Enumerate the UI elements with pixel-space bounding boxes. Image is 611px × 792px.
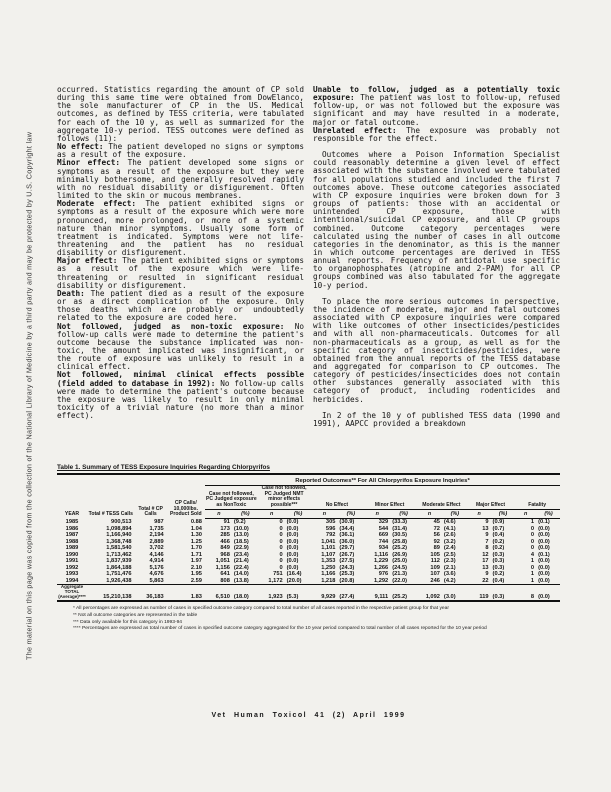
outcome-term: Not followed, judged as non-toxic exposure: [57, 321, 295, 331]
tess-exposure-table [57, 476, 560, 602]
n-cell: 1,051 [215, 558, 230, 565]
count-cell: 1.04 [190, 525, 202, 532]
count-cell: 5,863 [149, 577, 164, 584]
percent-cell: (3.2) [443, 538, 456, 545]
percent-cell: (26.9) [392, 551, 408, 558]
percent-cell: (26.7) [339, 551, 355, 558]
n-subheader: n [205, 510, 233, 519]
n-cell: 9 [485, 532, 489, 539]
outcome-column-header: Major Effect [467, 486, 515, 510]
count-cell: 1,926,438 [106, 577, 132, 584]
pct-subheader: (%) [391, 510, 416, 519]
aggregate-row [57, 585, 560, 601]
percent-cell: (16.4) [286, 571, 302, 578]
n-cell: 1,923 [258, 585, 286, 601]
count-cell: 900,513 [111, 519, 132, 525]
year-cell: 1989 [65, 545, 79, 552]
n-cell: 0 [279, 538, 283, 545]
n-cell: 596 [325, 525, 336, 532]
n-cell: 544 [378, 525, 389, 532]
year-cell: 1986 [65, 525, 79, 532]
outcome-term: No effect: [57, 142, 109, 152]
percent-cell: (0.0) [538, 532, 550, 539]
percent-cell: (4.2) [443, 577, 456, 584]
outcome-column-header: Case not followed, PC Judged NMT minor effects possible*** [258, 486, 311, 510]
year-cell: 1990 [65, 551, 79, 558]
left-paragraph: Not followed, judged as non-toxic exposure: No follow-up calls were made to determine the patient's outcome because the substance implicated was non-toxic, the amount implicated was insignificant, or the route of exposure was unlikely to result in a clinical effect. [57, 321, 304, 372]
percent-cell: (0.0) [538, 545, 550, 552]
footnote: **** Percentages are expressed as total number of cases in specified outcome category aggregated for the 10 year period compared to total number of all cases reported for the 10 year period [73, 626, 487, 632]
n-cell: 56 [433, 532, 440, 539]
outcome-term: Minor effect: [57, 158, 128, 168]
percent-cell: (2.3) [443, 558, 456, 565]
right-paragraph: Outcomes where a Poison Information Specialist could reasonably determine a given level of effect associated with the substance involved were tabulated for all populations studied and included the first 7 outcomes above. These outcome categories associated with CP exposure inquiries were broken down for 3 groups of patients: those with an accidental or unintended CP exposure, those with intentional/suicidal CP exposure, and all CP groups combined. Outcome category percentages were calculated using the number of cases in all outcome categories in the denominator, as this is the manner in which outcome percentages are derived in TESS annual reports. Frequency of antidotal use specific to organophosphates (atropine and 2-PAM) for all CP groups combined was also tabulated for the aggregate 10-y period. [313, 150, 560, 290]
table-1 [57, 464, 560, 633]
n-cell: 641 [220, 571, 230, 578]
pct-subheader: (%) [492, 510, 515, 519]
count-cell: 1,735 [149, 525, 164, 532]
count-cell: 4,914 [149, 558, 164, 565]
n-cell: 45 [433, 519, 440, 525]
percent-cell: (0.0) [286, 538, 299, 545]
n-cell: 4 [530, 551, 535, 558]
n-cell: 89 [433, 545, 440, 552]
count-cell: 1.83 [167, 585, 205, 601]
footnote: *** Data only available for this category in 1993-94 [73, 619, 183, 625]
percent-cell: (2.5) [443, 551, 456, 558]
percent-cell: (23.4) [233, 551, 249, 558]
percent-cell: (36.0) [339, 538, 355, 545]
pct-subheader: (%) [338, 510, 363, 519]
percent-cell: (30.5) [392, 532, 408, 539]
n-cell: 0 [530, 545, 535, 552]
percent-cell: (33.3) [392, 519, 408, 525]
count-cell: 1.70 [190, 545, 202, 552]
percent-cell: (0.0) [286, 545, 299, 552]
percent-cell: (0.3) [492, 551, 505, 558]
percent-cell: (0.3) [492, 585, 515, 601]
outcome-column-header: Fatality [514, 486, 560, 510]
n-cell: 8 [485, 545, 489, 552]
percent-cell: (9.2) [233, 519, 246, 525]
column-header: Total # TESS Calls [88, 511, 133, 517]
count-cell: 1.71 [190, 551, 202, 558]
outcome-term: Unrelated effect: [313, 125, 407, 135]
percent-cell: (4.6) [443, 519, 456, 525]
n-cell: 107 [430, 571, 440, 578]
n-cell: 1,229 [373, 558, 389, 565]
percent-cell: (0.2) [492, 538, 505, 545]
n-cell: 976 [378, 571, 389, 578]
pct-subheader: (%) [233, 510, 258, 519]
spacer-cell [57, 476, 205, 486]
n-subheader: n [467, 510, 492, 519]
count-cell: 15,210,138 [87, 585, 135, 601]
n-cell: 968 [220, 551, 230, 558]
percent-cell: (0.2) [492, 571, 505, 578]
percent-cell: (4.1) [443, 525, 456, 532]
percent-cell: (25.3) [339, 571, 355, 578]
percent-cell: (25.2) [391, 585, 416, 601]
n-cell: 849 [220, 545, 230, 552]
n-cell: 1 [530, 519, 535, 525]
year-cell: 1991 [65, 558, 79, 565]
percent-cell: (24.3) [339, 564, 355, 571]
pct-subheader: (%) [286, 510, 311, 519]
count-cell: 1.30 [190, 532, 202, 539]
percent-cell: (0.2) [492, 545, 505, 552]
year-cell: 1988 [65, 538, 79, 545]
count-cell: 36,183 [135, 585, 167, 601]
n-cell: 12 [482, 551, 489, 558]
percent-cell: (20.8) [339, 577, 355, 584]
n-cell: 0 [279, 545, 283, 552]
n-cell: 8 [514, 585, 537, 601]
year-cell: 1992 [65, 564, 79, 571]
n-cell: 0 [279, 564, 283, 571]
percent-cell: (5.3) [286, 585, 311, 601]
percent-cell: (22.9) [233, 545, 249, 552]
n-cell: 7 [485, 538, 489, 545]
percent-cell: (0.4) [492, 532, 505, 539]
n-cell: 9 [485, 571, 489, 578]
n-cell: 1,092 [416, 585, 443, 601]
percent-cell: (0.1) [538, 519, 550, 525]
percent-cell: (22.4) [233, 564, 249, 571]
n-cell: 9,929 [310, 585, 338, 601]
aggregate-label: Aggregate TOTAL (Average)**** [58, 584, 86, 600]
column-header: CP Calls/ 10,000lbs. Product Sold [169, 500, 202, 517]
n-cell: 1,156 [215, 564, 230, 571]
n-cell: 1 [530, 571, 535, 578]
percent-cell: (0.0) [286, 525, 299, 532]
left-paragraph: Major effect: The patient exhibited signs or symptoms as a result of the exposure which were life-threatening or resulted in significant residual disability or disfigurement. [57, 256, 304, 290]
percent-cell: (0.9) [492, 519, 505, 525]
count-cell: 2.59 [190, 577, 202, 584]
n-cell: 92 [433, 538, 440, 545]
percent-cell: (0.3) [492, 558, 505, 565]
percent-cell: (0.0) [286, 564, 299, 571]
n-cell: 0 [530, 525, 535, 532]
column-header: YEAR [64, 511, 80, 517]
count-cell: 2.10 [190, 564, 202, 571]
left-paragraph: Moderate effect: The patient exhibited signs or symptoms as a result of the exposure which were more pronounced, more prolonged, or more of a systemic nature than minor symptoms. Usually some form of treatment is indicated. Symptoms were not life-threatening and the patient has no residual disability or disfigurement. [57, 199, 304, 258]
n-cell: 1,166 [321, 571, 336, 578]
outcome-column-header: Minor Effect [363, 486, 416, 510]
count-cell: 1,368,748 [106, 538, 132, 545]
pct-subheader: (%) [537, 510, 560, 519]
n-cell: 285 [220, 532, 230, 539]
n-cell: 0 [530, 564, 535, 571]
n-cell: 0 [530, 532, 535, 539]
percent-cell: (0.0) [538, 571, 550, 578]
n-subheader: n [416, 510, 443, 519]
footnote: ** Not all outcome categories are represented in the table [73, 612, 198, 618]
left-paragraph: No effect: The patient developed no signs or symptoms as a result of the exposure. [57, 142, 304, 160]
outcome-term: Major effect: [57, 256, 123, 266]
count-cell: 1.25 [190, 538, 202, 545]
n-cell: 1,218 [321, 577, 336, 584]
n-cell: 72 [433, 525, 440, 532]
year-cell: 1985 [65, 519, 79, 525]
right-column [313, 86, 560, 428]
percent-cell: (22.0) [392, 577, 408, 584]
count-cell: 1,713,462 [106, 551, 132, 558]
n-cell: 9,111 [363, 585, 391, 601]
right-paragraph: Unable to follow, judged as a potentially toxic exposure: The patient was lost to follow-up, refused follow-up, or was not followed but the exposure was significant and may have resulted in a moderate, major or fatal outcome. [313, 85, 560, 127]
percent-cell: (31.4) [392, 525, 408, 532]
percent-cell: (21.4) [233, 558, 249, 565]
right-paragraph: To place the more serious outcomes in perspective, the incidence of moderate, major and fatal outcomes associated with CP exposure inquiries were compared with like outcomes of other insecticides/pesticides and with all non-pharmaceuticals. Outcomes for all non-pharmaceuticals as a group, as well as for the specific category of insecticides/pesticides, were obtained from the annual reports of the TESS database and aggregated for comparison to CP outcomes. The category of pesticides/insecticides does not contain other substances generally associated with this category of product, including rodenticides and herbicides. [313, 296, 560, 404]
count-cell: 1,864,188 [106, 564, 132, 571]
count-cell: 4,146 [149, 551, 164, 558]
n-cell: 669 [378, 532, 389, 539]
n-subheader: n [514, 510, 537, 519]
percent-cell: (0.0) [286, 519, 299, 525]
percent-cell: (0.1) [538, 551, 550, 558]
left-paragraph: Minor effect: The patient developed some signs or symptoms as a result of the exposure but they were minimally bothersome, and generally resolved rapidly with no residual disability or disfigurement. Often limited to the skin or mucous membranes. [57, 158, 304, 201]
left-column [57, 86, 304, 428]
footnote: * All percentages are expressed as number of cases in specified outcome category compared to total number of all cases reported in the respective patient group for that year [73, 606, 449, 612]
table-footnotes [57, 606, 560, 632]
count-cell: 2,194 [149, 532, 164, 539]
percent-cell: (3.6) [443, 571, 456, 578]
pct-subheader: (%) [443, 510, 467, 519]
percent-cell: (29.7) [339, 545, 355, 552]
percent-cell: (0.0) [538, 525, 550, 532]
percent-cell: (0.0) [286, 558, 299, 565]
n-cell: 0 [279, 519, 283, 525]
count-cell: 0.88 [190, 519, 202, 525]
percent-cell: (2.6) [443, 532, 456, 539]
n-subheader: n [363, 510, 391, 519]
n-cell: 1,041 [321, 538, 336, 545]
n-cell: 1,116 [374, 551, 389, 558]
n-cell: 934 [378, 545, 389, 552]
n-cell: 1,353 [321, 558, 336, 565]
n-cell: 305 [325, 519, 336, 525]
percent-cell: (30.9) [339, 519, 355, 525]
year-cell: 1987 [65, 532, 79, 539]
right-paragraph: In 2 of the 10 y of published TESS data (1990 and 1991), AAPCC provided a breakdown [313, 410, 560, 428]
journal-footer: Vet Human Toxicol 41 (2) April 1999 [211, 712, 406, 719]
year-cell: 1994 [65, 577, 79, 584]
percent-cell: (25.2) [392, 545, 408, 552]
copyright-margin-note: The material on this page was copied from the collection of the National Library of Medicine by a third party and may be protected by U.S. Copyright law [24, 131, 34, 661]
table-row [57, 578, 560, 585]
n-cell: 22 [482, 577, 489, 584]
percent-cell: (0.7) [492, 525, 505, 532]
percent-cell: (2.4) [443, 545, 456, 552]
outcome-term: Moderate effect: [57, 199, 146, 209]
n-cell: 1,101 [321, 545, 336, 552]
n-cell: 112 [430, 558, 440, 565]
percent-cell: (3.0) [443, 585, 467, 601]
outcome-term: Death: [57, 288, 91, 298]
outcome-column-header: Moderate Effect [416, 486, 467, 510]
percent-cell: (0.0) [538, 558, 550, 565]
n-cell: 13 [482, 564, 489, 571]
percent-cell: (36.1) [339, 532, 355, 539]
n-cell: 466 [220, 538, 230, 545]
percent-cell: (13.8) [233, 577, 249, 584]
count-cell: 1.97 [190, 558, 202, 565]
n-cell: 0 [530, 538, 535, 545]
percent-cell: (20.0) [286, 577, 302, 584]
year-cell: 1993 [65, 571, 79, 578]
count-cell: 3,702 [149, 545, 164, 552]
right-paragraph: Unrelated effect: The exposure was probably not responsible for the effect. [313, 125, 560, 143]
percent-cell: (10.0) [233, 525, 249, 532]
n-cell: 1,250 [321, 564, 336, 571]
n-cell: 1,292 [373, 577, 389, 584]
count-cell: 1,098,894 [106, 525, 132, 532]
n-cell: 13 [482, 525, 489, 532]
n-cell: 17 [482, 558, 489, 565]
outcome-term: Not followed, minimal clinical effects possible (field added to database in 1992): [57, 370, 304, 388]
n-cell: 0 [279, 558, 283, 565]
percent-cell: (24.5) [392, 564, 408, 571]
percent-cell: (0.3) [492, 564, 505, 571]
n-cell: 1 [530, 558, 535, 565]
n-cell: 173 [220, 525, 230, 532]
n-cell: 1,172 [268, 577, 283, 584]
n-cell: 808 [220, 577, 230, 584]
percent-cell: (27.5) [339, 558, 355, 565]
n-cell: 1 [530, 577, 535, 584]
count-cell: 5,176 [149, 564, 164, 571]
percent-cell: (0.0) [538, 564, 550, 571]
n-cell: 0 [279, 525, 283, 532]
n-cell: 751 [273, 571, 283, 578]
n-cell: 0 [279, 532, 283, 539]
count-cell: 4,676 [149, 571, 164, 578]
n-cell: 792 [325, 532, 336, 539]
n-cell: 119 [467, 585, 492, 601]
percent-cell: (0.0) [286, 551, 299, 558]
percent-cell: (18.0) [233, 585, 258, 601]
n-cell: 105 [430, 551, 440, 558]
n-subheader: n [310, 510, 338, 519]
left-paragraph: occurred. Statistics regarding the amount of CP sold during this same time were obtained from DowElanco, the sole manufacturer of CP in the US. Medical outcomes, as defined by TESS criteria, were tabulated for each of the 10 y, as well as summarized for the aggregate 10-y period. TESS outcomes were defined as follows (11): [57, 85, 304, 143]
table-row [57, 519, 560, 526]
n-cell: 1,266 [373, 564, 389, 571]
percent-cell: (14.0) [233, 571, 249, 578]
count-cell: 1,581,540 [106, 545, 132, 552]
n-cell: 0 [279, 551, 283, 558]
count-cell: 1,751,476 [106, 571, 132, 578]
table-title: Table 1. Summary of TESS Exposure Inquiries Regarding Chlorpyrifos [57, 464, 560, 475]
n-cell: 329 [378, 519, 389, 525]
count-cell: 1.95 [190, 571, 202, 578]
percent-cell: (34.4) [339, 525, 355, 532]
count-cell: 1,166,940 [106, 532, 132, 539]
percent-cell: (0.0) [537, 585, 560, 601]
outcome-term: Unable to follow, judged as a potentially toxic exposure: [313, 85, 560, 103]
body-text [57, 86, 560, 428]
left-paragraph: Death: The patient died as a result of the exposure or as a direct complication of the exposure. Only those deaths which are probably or undoubtedly related to the exposure are coded here. [57, 288, 304, 323]
column-header: Total # CP Calls [138, 505, 163, 517]
n-cell: 6,510 [205, 585, 233, 601]
percent-cell: (0.0) [286, 532, 299, 539]
count-cell: 1,837,939 [106, 558, 132, 565]
n-cell: 744 [378, 538, 389, 545]
n-cell: 109 [430, 564, 440, 571]
left-paragraph: Not followed, minimal clinical effects possible (field added to database in 1992): No follow-up calls were made to determine the patient's outcome because the exposure was likely to result in only minimal toxicity of a trivial nature (no more than a minor effect). [57, 370, 304, 421]
n-subheader: n [258, 510, 286, 519]
count-cell: 987 [154, 519, 164, 525]
percent-cell: (18.5) [233, 538, 249, 545]
percent-cell: (0.4) [492, 577, 505, 584]
percent-cell: (0.0) [538, 538, 550, 545]
n-cell: 91 [223, 519, 230, 525]
outcome-column-header: No Effect [310, 486, 363, 510]
percent-cell: (2.1) [443, 564, 456, 571]
n-cell: 9 [485, 519, 489, 525]
percent-cell: (25.0) [392, 558, 408, 565]
n-cell: 1,107 [321, 551, 336, 558]
percent-cell: (27.4) [338, 585, 363, 601]
count-cell: 2,889 [149, 538, 164, 545]
percent-cell: (21.3) [392, 571, 408, 578]
percent-cell: (13.0) [233, 532, 249, 539]
reported-outcomes-span-header: Reported Outcomes** For All Chlorpyrifos Exposure Inquiries* [205, 476, 560, 486]
percent-cell: (25.8) [392, 538, 408, 545]
percent-cell: (0.0) [538, 577, 550, 584]
outcome-column-header: Case not followed, PC Judged exposure as NonToxic [205, 486, 258, 510]
n-cell: 246 [430, 577, 440, 584]
